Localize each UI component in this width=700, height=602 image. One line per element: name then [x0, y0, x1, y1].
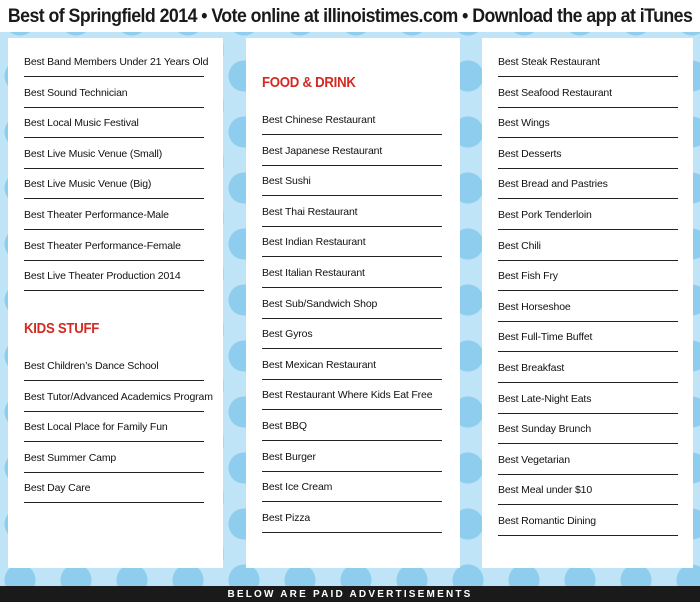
ballot-entry	[498, 331, 678, 355]
ballot-category-label: Best Full-Time Buffet	[498, 331, 593, 344]
ballot-entry	[24, 270, 204, 294]
ballot-entry	[24, 482, 204, 506]
write-in-line[interactable]	[262, 287, 442, 288]
write-in-line[interactable]	[498, 76, 678, 77]
ballot-category-label: Best Band Members Under 21 Years Old	[24, 56, 209, 68]
ballot-category-label: Best Sub/Sandwich Shop	[262, 297, 378, 310]
ballot-category-label: Best Restaurant Where Kids Eat Free	[262, 389, 433, 402]
ballot-category-label: Best Summer Camp	[24, 451, 117, 464]
food-drink-heading: FOOD & DRINK	[262, 74, 356, 91]
write-in-line[interactable]	[498, 443, 678, 444]
ballot-category-label: Best Bread and Pastries	[498, 178, 608, 191]
ballot-entry	[24, 240, 204, 264]
ballot-entry	[498, 56, 678, 80]
write-in-line[interactable]	[498, 351, 678, 352]
ballot-entry	[262, 328, 442, 352]
ballot-category-label: Best Day Care	[24, 482, 91, 495]
write-in-line[interactable]	[24, 76, 204, 77]
write-in-line[interactable]	[498, 107, 678, 108]
ballot-category-label: Best Theater Performance-Male	[24, 209, 169, 221]
write-in-line[interactable]	[498, 413, 678, 414]
ballot-category-label: Best Italian Restaurant	[262, 267, 365, 279]
ballot-entry	[262, 145, 442, 169]
ballot-entry	[262, 420, 442, 444]
write-in-line[interactable]	[262, 501, 442, 502]
write-in-line[interactable]	[498, 474, 678, 475]
ballot-column-1	[8, 38, 223, 568]
ballot-entry	[262, 236, 442, 260]
write-in-line[interactable]	[24, 260, 204, 261]
ballot-category-label: Best Sunday Brunch	[498, 423, 592, 436]
ballot-entry	[498, 117, 678, 141]
ballot-entry	[262, 114, 442, 138]
ballot-entry	[262, 267, 442, 291]
write-in-line[interactable]	[24, 290, 204, 291]
ballot-entry	[262, 175, 442, 199]
ballot-entry	[262, 481, 442, 505]
ballot-category-label: Best Gyros	[262, 328, 313, 341]
ballot-category-label: Best Burger	[262, 450, 316, 463]
footer-bar	[0, 586, 700, 602]
write-in-line[interactable]	[24, 441, 204, 442]
ballot-category-label: Best Children’s Dance School	[24, 360, 159, 372]
ballot-entry	[498, 240, 678, 264]
write-in-line[interactable]	[262, 440, 442, 441]
write-in-line[interactable]	[262, 348, 442, 349]
ballot-entry	[498, 301, 678, 325]
ballot-category-label: Best Mexican Restaurant	[262, 358, 376, 371]
write-in-line[interactable]	[498, 290, 678, 291]
ballot-entry	[24, 148, 204, 172]
write-in-line[interactable]	[24, 168, 204, 169]
ballot-category-label: Best Breakfast	[498, 362, 565, 374]
ballot-entry	[498, 423, 678, 447]
ballot-entry	[24, 209, 204, 233]
ballot-category-label: Best Chinese Restaurant	[262, 114, 376, 126]
write-in-line[interactable]	[262, 134, 442, 135]
write-in-line[interactable]	[24, 472, 204, 473]
header-banner	[0, 0, 700, 32]
write-in-line[interactable]	[24, 107, 204, 108]
ballot-category-label: Best Fish Fry	[498, 270, 558, 283]
ballot-entry	[262, 389, 442, 413]
ballot-entry	[24, 56, 209, 80]
write-in-line[interactable]	[262, 256, 442, 257]
write-in-line[interactable]	[498, 535, 678, 536]
write-in-line[interactable]	[262, 195, 442, 196]
ballot-category-label: Best Sushi	[262, 175, 311, 188]
ballot-entry	[24, 87, 204, 111]
ballot-category-label: Best Seafood Restaurant	[498, 86, 612, 99]
ballot-entry	[24, 360, 204, 384]
ballot-category-label: Best BBQ	[262, 420, 307, 432]
write-in-line[interactable]	[24, 380, 204, 381]
ballot-category-label: Best Local Music Festival	[24, 117, 139, 130]
ballot-column-2	[246, 38, 460, 568]
ballot-entry	[24, 117, 204, 141]
ballot-category-label: Best Live Theater Production 2014	[24, 270, 181, 283]
write-in-line[interactable]	[498, 137, 678, 138]
write-in-line[interactable]	[498, 382, 678, 383]
ballot-column-3	[482, 38, 693, 568]
ballot-category-label: Best Pork Tenderloin	[498, 209, 592, 221]
ballot-entry	[498, 148, 678, 172]
ballot-category-label: Best Local Place for Family Fun	[24, 421, 168, 434]
write-in-line[interactable]	[498, 260, 678, 261]
write-in-line[interactable]	[262, 532, 442, 533]
ballot-category-label: Best Romantic Dining	[498, 515, 596, 527]
ballot-category-label: Best Vegetarian	[498, 453, 570, 466]
write-in-line[interactable]	[498, 168, 678, 169]
ballot-category-label: Best Indian Restaurant	[262, 236, 366, 249]
ballot-entry	[262, 298, 442, 322]
ballot-category-label: Best Wings	[498, 117, 550, 130]
write-in-line[interactable]	[262, 409, 442, 410]
ballot-entry	[498, 454, 678, 478]
ballot-category-label: Best Japanese Restaurant	[262, 144, 383, 157]
ballot-category-label: Best Steak Restaurant	[498, 56, 600, 68]
ballot-entry	[24, 178, 204, 202]
ballot-entry	[262, 359, 442, 383]
ballot-category-label: Best Pizza	[262, 511, 311, 524]
write-in-line[interactable]	[24, 137, 204, 138]
write-in-line[interactable]	[498, 504, 678, 505]
ballot-category-label: Best Meal under $10	[498, 484, 593, 497]
ballot-category-label: Best Desserts	[498, 147, 562, 160]
write-in-line[interactable]	[24, 411, 204, 412]
ballot-entry	[498, 209, 678, 233]
ballot-entry	[498, 270, 678, 294]
ballot-entry	[24, 452, 204, 476]
kids-stuff-heading: KIDS STUFF	[24, 320, 100, 337]
ballot-category-label: Best Chili	[498, 239, 541, 252]
write-in-line[interactable]	[498, 321, 678, 322]
ballot-category-label: Best Late-Night Eats	[498, 392, 592, 405]
ballot-entry	[498, 178, 678, 202]
ballot-entry	[498, 393, 678, 417]
header-text: Best of Springfield 2014 • Vote online at illinoistimes.com • Download the app at iTunes	[7, 4, 693, 27]
ballot-entry	[24, 421, 204, 445]
write-in-line[interactable]	[24, 502, 204, 503]
ballot-entry	[498, 87, 678, 111]
ballot-entry	[262, 512, 442, 536]
ballot-entry	[262, 451, 442, 475]
write-in-line[interactable]	[262, 379, 442, 380]
ballot-category-label: Best Theater Performance-Female	[24, 239, 181, 252]
write-in-line[interactable]	[24, 198, 204, 199]
ballot-category-label: Best Horseshoe	[498, 300, 571, 313]
ballot-entry	[498, 362, 678, 386]
write-in-line[interactable]	[24, 229, 204, 230]
ballot-entry	[498, 515, 678, 539]
write-in-line[interactable]	[262, 165, 442, 166]
write-in-line[interactable]	[262, 471, 442, 472]
ballot-entry	[24, 390, 213, 415]
ballot-category-label: Best Thai Restaurant	[262, 205, 358, 218]
ballot-category-label: Best Live Music Venue (Big)	[24, 178, 152, 191]
ballot-category-label: Best Ice Cream	[262, 481, 333, 494]
ballot-category-label: Best Tutor/Advanced Academics Program	[24, 390, 213, 403]
write-in-line[interactable]	[262, 318, 442, 319]
write-in-line[interactable]	[498, 198, 678, 199]
ballot-category-label: Best Sound Technician	[24, 86, 128, 99]
footer-text: BELOW ARE PAID ADVERTISEMENTS	[227, 588, 473, 600]
write-in-line[interactable]	[262, 226, 442, 227]
write-in-line[interactable]	[498, 229, 678, 230]
ballot-entry	[262, 206, 442, 230]
ballot-entry	[498, 484, 678, 508]
ballot-category-label: Best Live Music Venue (Small)	[24, 147, 163, 160]
